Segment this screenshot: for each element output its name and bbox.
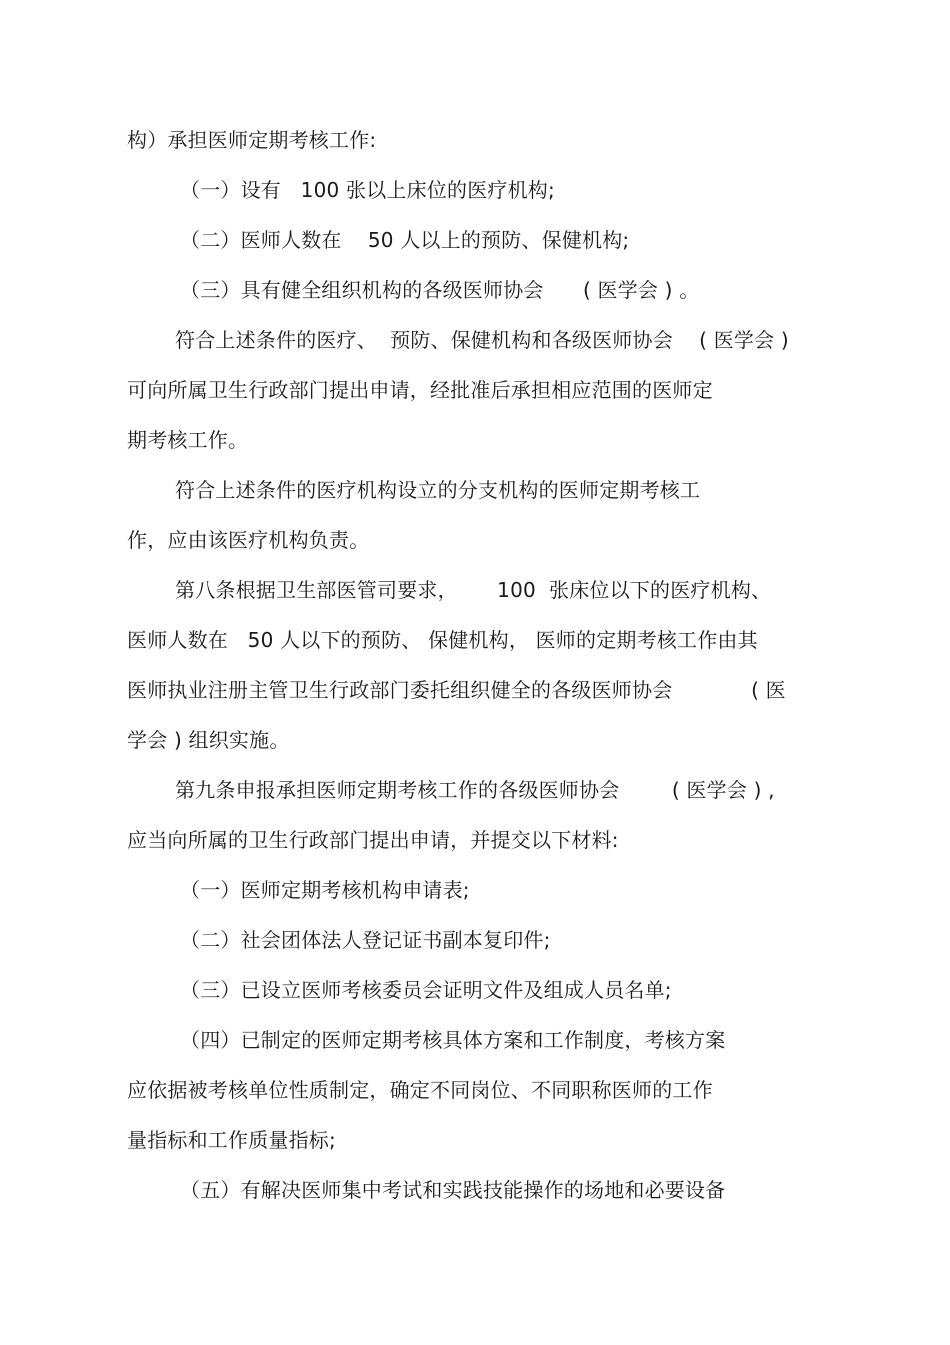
paragraph-line: 符合上述条件的医疗机构设立的分支机构的医师定期考核工: [175, 478, 701, 502]
article-9-line: 第九条申报承担医师定期考核工作的各级医师协会 ( 医学会 ) ,: [175, 778, 775, 802]
paragraph-line: 量指标和工作质量指标;: [127, 1128, 336, 1152]
list-item: （五）有解决医师集中考试和实践技能操作的场地和必要设备: [180, 1178, 726, 1202]
list-item: （三）已设立医师考核委员会证明文件及组成人员名单;: [180, 978, 672, 1002]
article-8-line: 学会 ) 组织实施。: [127, 728, 290, 752]
paragraph-line: 应依据被考核单位性质制定，确定不同岗位、不同职称医师的工作: [127, 1078, 713, 1102]
paragraph-line: 作，应由该医疗机构负责。: [127, 528, 370, 552]
paragraph-line: 可向所属卫生行政部门提出申请，经批准后承担相应范围的医师定: [127, 378, 713, 402]
paragraph-line: 符合上述条件的医疗、 预防、保健机构和各级医师协会 ( 医学会 ): [175, 328, 789, 352]
list-item: （二）医师人数在 50 人以上的预防、保健机构;: [180, 228, 630, 252]
list-item: （三）具有健全组织机构的各级医师协会 ( 医学会 ) 。: [180, 278, 700, 302]
list-item: （一）医师定期考核机构申请表;: [180, 878, 470, 902]
text-line: 构）承担医师定期考核工作:: [127, 128, 377, 152]
article-8-line: 医师人数在 50 人以下的预防、 保健机构， 医师的定期考核工作由其: [127, 628, 758, 652]
article-8-line: 医师执业注册主管卫生行政部门委托组织健全的各级医师协会 ( 医: [127, 678, 786, 702]
list-item: （一）设有 100 张以上床位的医疗机构;: [180, 178, 555, 202]
list-item: （二）社会团体法人登记证书副本复印件;: [180, 928, 551, 952]
article-8-line: 第八条根据卫生部医管司要求， 100 张床位以下的医疗机构、: [175, 578, 772, 602]
list-item: （四）已制定的医师定期考核具体方案和工作制度，考核方案: [180, 1028, 726, 1052]
paragraph-line: 期考核工作。: [127, 428, 249, 452]
article-9-line: 应当向所属的卫生行政部门提出申请，并提交以下材料:: [127, 828, 619, 852]
